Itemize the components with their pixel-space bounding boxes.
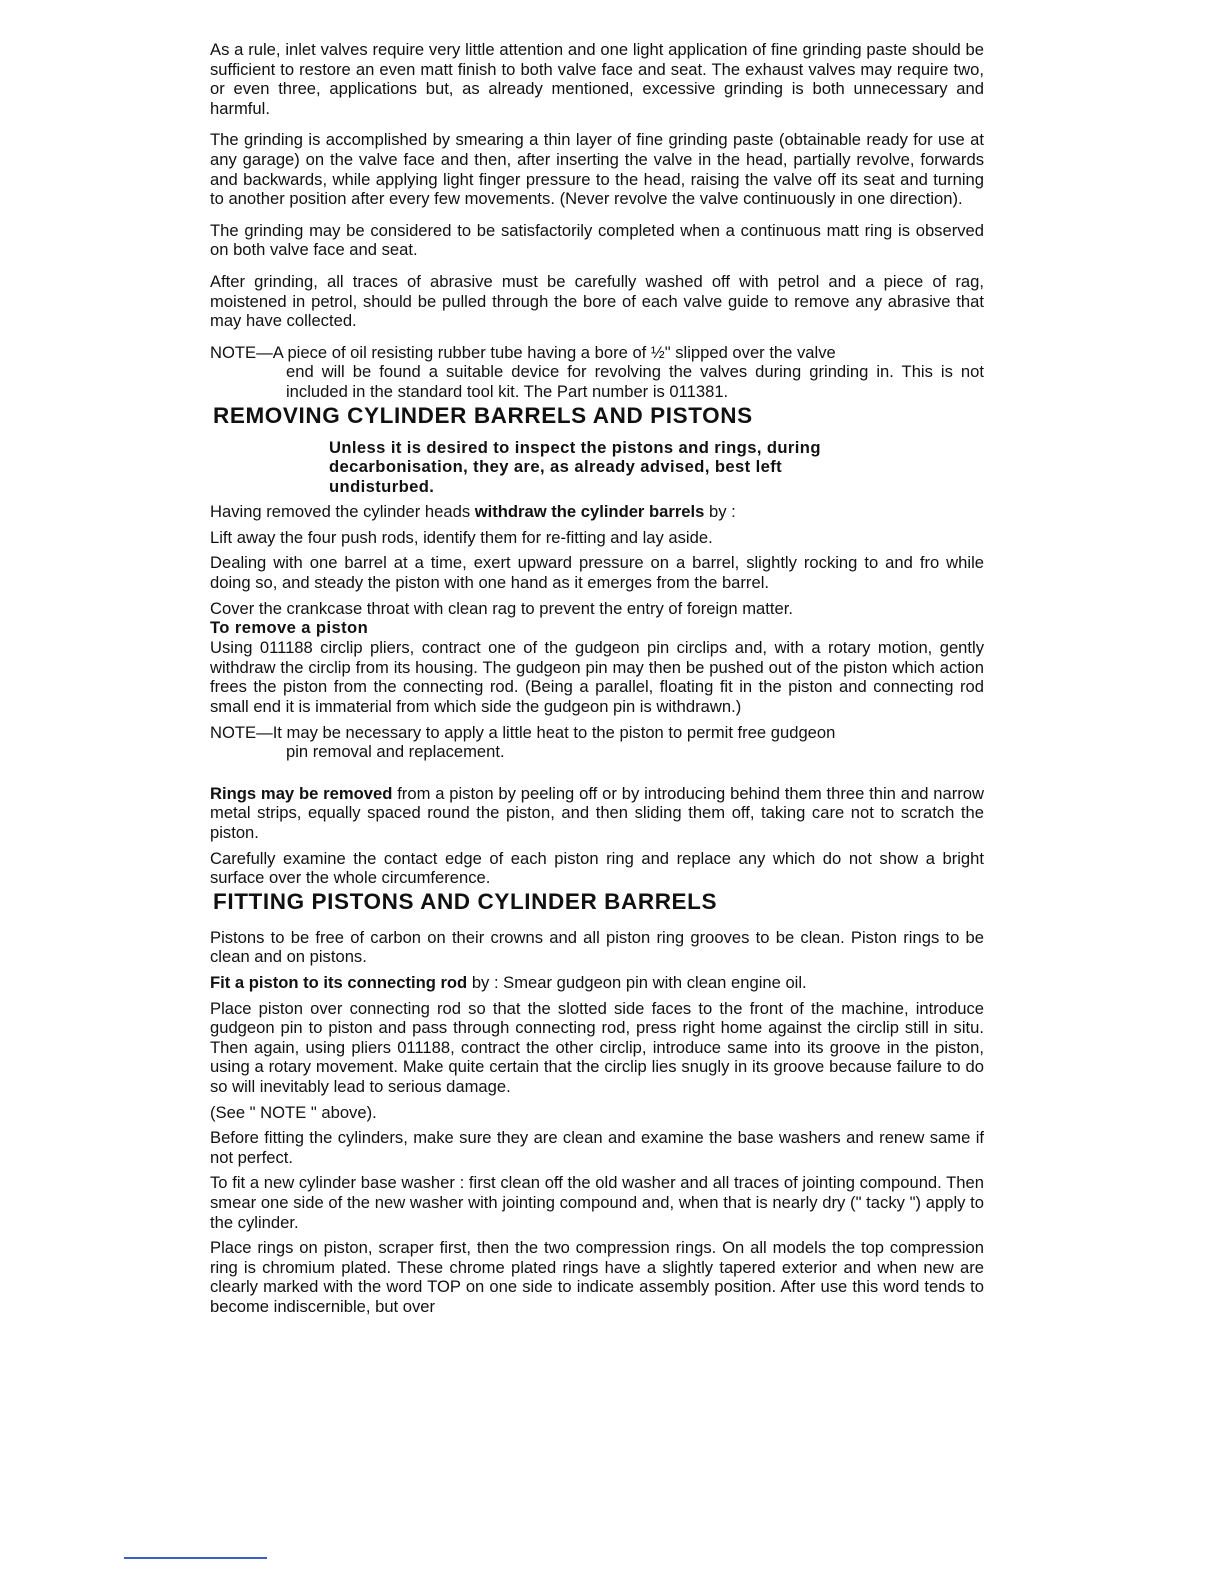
paragraph-crankcase-throat: Cover the crankcase throat with clean rag to prevent the entry of foreign matter. xyxy=(210,598,793,618)
subheading-remove-piston: To remove a piston xyxy=(210,618,369,638)
manual-page xyxy=(210,40,984,1316)
note-rubber-tube-continuation: end will be found a suitable device for revolving the valves during grinding in. This is not included in the standard tool kit. The Part number is 011381. xyxy=(286,362,984,401)
paragraph-free-of-carbon: Pistons to be free of carbon on their crowns and all piston ring grooves to be clean. Piston rings to be clean and on pistons. xyxy=(210,927,984,967)
paragraph-place-piston: Place piston over connecting rod so that the slotted side faces to the front of the machine, introduce gudgeon pin to piston and pass through connecting rod, press right home against the circlip still in situ. Then again, using pliers 011188, contract the other circlip, introduce same into its groove in the piston, using a rotary movement. Make quite certain that the circlip lies snugly in its groove because failure to do so will inevitably lead to serious damage. xyxy=(210,998,984,1096)
fit-tail-text: by : Smear gudgeon pin with clean engine oil. xyxy=(467,972,807,992)
note-apply-heat-continuation: pin removal and replacement. xyxy=(286,742,505,762)
paragraph-inlet-valves: As a rule, inlet valves require very little attention and one light application of fine grinding paste should be sufficient to restore an even matt finish to both valve face and seat. The exhaust valves may require two, or even three, applications but, as already mentioned, excessive grinding is both unnecessary and harmful. xyxy=(210,40,984,118)
note-rubber-tube-first-line: NOTE—A piece of oil resisting rubber tube having a bore of ½" slipped over the valve xyxy=(210,342,836,362)
paragraph-base-washer: To fit a new cylinder base washer : first clean off the old washer and all traces of jointing compound. Then smear one side of the new washer with jointing compound and, when that is nearly dry (" tacky ") apply to the cylinder. xyxy=(210,1173,984,1232)
intro-undisturbed: Unless it is desired to inspect the pistons and rings, during decarbonisation, they are, as already advised, best left undisturbed. xyxy=(329,437,821,496)
paragraph-push-rods: Lift away the four push rods, identify them for re-fitting and lay aside. xyxy=(210,527,713,547)
paragraph-see-note: (See " NOTE " above). xyxy=(210,1102,377,1122)
note-apply-heat xyxy=(210,723,984,762)
section-heading-removing: REMOVING CYLINDER BARRELS AND PISTONS xyxy=(213,402,753,428)
paragraph-place-rings: Place rings on piston, scraper first, then the two compression rings. On all models the top compression ring is chromium plated. These chrome plated rings have a slightly tapered exterior and when new are clearly marked with the word TOP on one side to indicate assembly position. After use this word tends to become indiscernible, but over xyxy=(210,1238,984,1316)
paragraph-one-barrel: Dealing with one barrel at a time, exert upward pressure on a barrel, slightly rocking to and fro while doing so, and steady the piston with one hand as it emerges from the barrel. xyxy=(210,553,984,593)
footer-rule xyxy=(124,1557,267,1559)
paragraph-fit-piston xyxy=(210,973,984,993)
paragraph-grinding-complete: The grinding may be considered to be satisfactorily completed when a continuous matt ring is observed on both valve face and seat. xyxy=(210,220,984,260)
withdraw-bold-text: withdraw the cylinder barrels xyxy=(474,502,705,522)
rings-bold-text: Rings may be removed xyxy=(210,783,393,803)
paragraph-rings-removed xyxy=(210,784,984,843)
paragraph-circlip-pliers: Using 011188 circlip pliers, contract one of the gudgeon pin circlips and, with a rotary motion, gently withdraw the circlip from its housing. The gudgeon pin may then be pushed out of the piston which action frees the piston from the connecting rod. (Being a parallel, floating fit in the piston and connecting rod small end it is immaterial from which side the gudgeon pin is withdrawn.) xyxy=(210,638,984,717)
withdraw-tail-text: by : xyxy=(704,502,736,522)
rings-tail-text: from a piston by peeling off or by introducing behind them three thin and narrow metal strips, equally spaced round the piston, and then sliding them off, taking care not to scratch the piston. xyxy=(210,783,984,842)
paragraph-grinding-method: The grinding is accomplished by smearing a thin layer of fine grinding paste (obtainable ready for use at any garage) on the valve face and then, after inserting the valve in the head, partially revolve, forwards and backwards, while applying light finger pressure to the head, raising the valve off its seat and turning to another position after every few movements. (Never revolve the valve continuously in one direction). xyxy=(210,130,984,209)
paragraph-withdraw-barrels xyxy=(210,502,984,522)
note-apply-heat-first-line: NOTE—It may be necessary to apply a little heat to the piston to permit free gudgeon xyxy=(210,722,836,742)
paragraph-before-fitting: Before fitting the cylinders, make sure they are clean and examine the base washers and renew same if not perfect. xyxy=(210,1128,984,1167)
paragraph-after-grinding: After grinding, all traces of abrasive must be carefully washed off with petrol and a piece of rag, moistened in petrol, should be pulled through the bore of each valve guide to remove any abrasive that may have collected. xyxy=(210,271,984,331)
withdraw-lead-text: Having removed the cylinder heads xyxy=(210,502,475,522)
paragraph-examine-rings: Carefully examine the contact edge of each piston ring and replace any which do not show a bright surface over the whole circumference. xyxy=(210,848,984,888)
note-rubber-tube xyxy=(210,343,984,402)
section-heading-fitting: FITTING PISTONS AND CYLINDER BARRELS xyxy=(213,888,718,914)
fit-bold-text: Fit a piston to its connecting rod xyxy=(210,972,468,992)
